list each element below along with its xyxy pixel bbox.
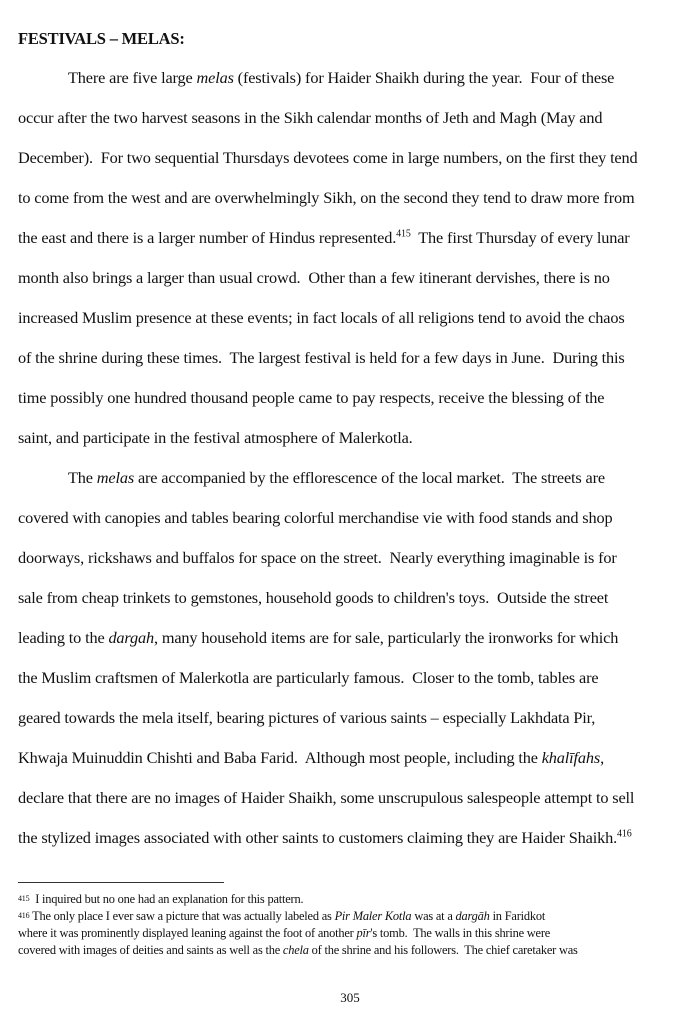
body-line: [18, 788, 634, 808]
italic-term: dargah: [108, 628, 154, 647]
italic-term: dargāh: [455, 909, 490, 923]
text-segment: the Muslim craftsmen of Malerkotla are particularly famous. Closer to the tomb, tables are: [18, 668, 599, 687]
text-segment: Khwaja Muinuddin Chishti and Baba Farid. Although most people, including the: [18, 748, 542, 767]
text-segment: December). For two sequential Thursdays devotees come in large numbers, on the first they tend: [18, 148, 638, 167]
text-segment: the stylized images associated with other saints to customers claiming they are Haider Shaikh.: [18, 828, 617, 847]
text-segment: occur after the two harvest seasons in the Sikh calendar months of Jeth and Magh (May and: [18, 108, 603, 127]
italic-term: pīr: [356, 926, 371, 940]
text-segment: are accompanied by the efflorescence of the local market. The streets are: [134, 468, 605, 487]
footnote-line: [18, 943, 578, 958]
body-line: [18, 108, 602, 128]
text-segment: month also brings a larger than usual crowd. Other than a few itinerant dervishes, there is no: [18, 268, 610, 287]
text-segment: covered with canopies and tables bearing colorful merchandise vie with food stands and shop: [18, 508, 613, 527]
text-segment: where it was prominently displayed leaning against the foot of another: [18, 926, 357, 940]
text-segment: ,: [600, 748, 605, 767]
text-segment: geared towards the mela itself, bearing pictures of various saints – especially Lakhdata Pir,: [18, 708, 596, 727]
text-segment: declare that there are no images of Haider Shaikh, some unscrupulous salespeople attempt to sell: [18, 788, 635, 807]
text-segment: was at a: [411, 909, 456, 923]
body-line: [18, 548, 617, 568]
body-line: [18, 388, 604, 408]
body-line: [18, 588, 608, 608]
footnote-divider: [18, 882, 224, 883]
body-line: [18, 348, 625, 368]
text-segment: (festivals) for Haider Shaikh during the year. Four of these: [233, 68, 615, 87]
text-segment: The only place I ever saw a picture that was actually labeled as: [29, 909, 335, 923]
text-segment: the east and there is a larger number of Hindus represented.: [18, 228, 397, 247]
footnote-line: [18, 926, 550, 941]
body-line: [18, 628, 618, 648]
footnote-line: [18, 892, 303, 907]
body-line: [18, 188, 634, 208]
footnote-marker: 416: [617, 828, 632, 840]
body-line: [18, 708, 595, 728]
text-segment: of the shrine and his followers. The chief caretaker was: [308, 943, 578, 957]
italic-term: khalīfahs: [541, 748, 601, 767]
footnote-marker: 415: [396, 228, 411, 240]
text-segment: There are five large: [68, 68, 197, 87]
italic-term: Pir Maler Kotla: [334, 909, 412, 923]
body-line: [18, 748, 604, 768]
text-segment: covered with images of deities and saints as well as the: [18, 943, 283, 957]
italic-term: melas: [96, 468, 135, 487]
body-line: [68, 468, 605, 488]
text-segment: of the shrine during these times. The largest festival is held for a few days in June. During this: [18, 348, 625, 367]
body-line: [18, 268, 610, 288]
body-line: [18, 228, 630, 248]
page-number: 305: [340, 990, 360, 1005]
body-line: [18, 668, 598, 688]
text-segment: to come from the west and are overwhelmingly Sikh, on the second they tend to draw more from: [18, 188, 635, 207]
text-segment: doorways, rickshaws and buffalos for space on the street. Nearly everything imaginable is for: [18, 548, 617, 567]
italic-term: melas: [196, 68, 234, 87]
body-line: [68, 68, 614, 88]
text-segment: 's tomb. The walls in this shrine were: [370, 926, 551, 940]
text-segment: saint, and participate in the festival atmosphere of Malerkotla.: [18, 428, 413, 447]
footnote-marker: 416: [18, 911, 30, 920]
italic-term: chela: [282, 943, 309, 957]
body-line: [18, 148, 638, 168]
footnote-line: [18, 909, 545, 924]
body-line: [18, 508, 612, 528]
text-segment: , many household items are for sale, particularly the ironworks for which: [153, 628, 619, 647]
text-segment: sale from cheap trinkets to gemstones, household goods to children's toys. Outside the street: [18, 588, 609, 607]
text-segment: in Faridkot: [489, 909, 546, 923]
body-line: [18, 308, 625, 328]
body-line: [18, 428, 413, 448]
footnote-marker: 415: [18, 894, 30, 903]
body-line: [18, 828, 632, 848]
text-segment: The first Thursday of every lunar: [410, 228, 630, 247]
section-heading: FESTIVALS – MELAS:: [18, 29, 185, 48]
text-segment: The: [68, 468, 97, 487]
text-segment: I inquired but no one had an explanation for this pattern.: [29, 892, 304, 906]
text-segment: leading to the: [18, 628, 109, 647]
text-segment: increased Muslim presence at these events; in fact locals of all religions tend to avoid the chaos: [18, 308, 625, 327]
text-segment: time possibly one hundred thousand people came to pay respects, receive the blessing of the: [18, 388, 605, 407]
